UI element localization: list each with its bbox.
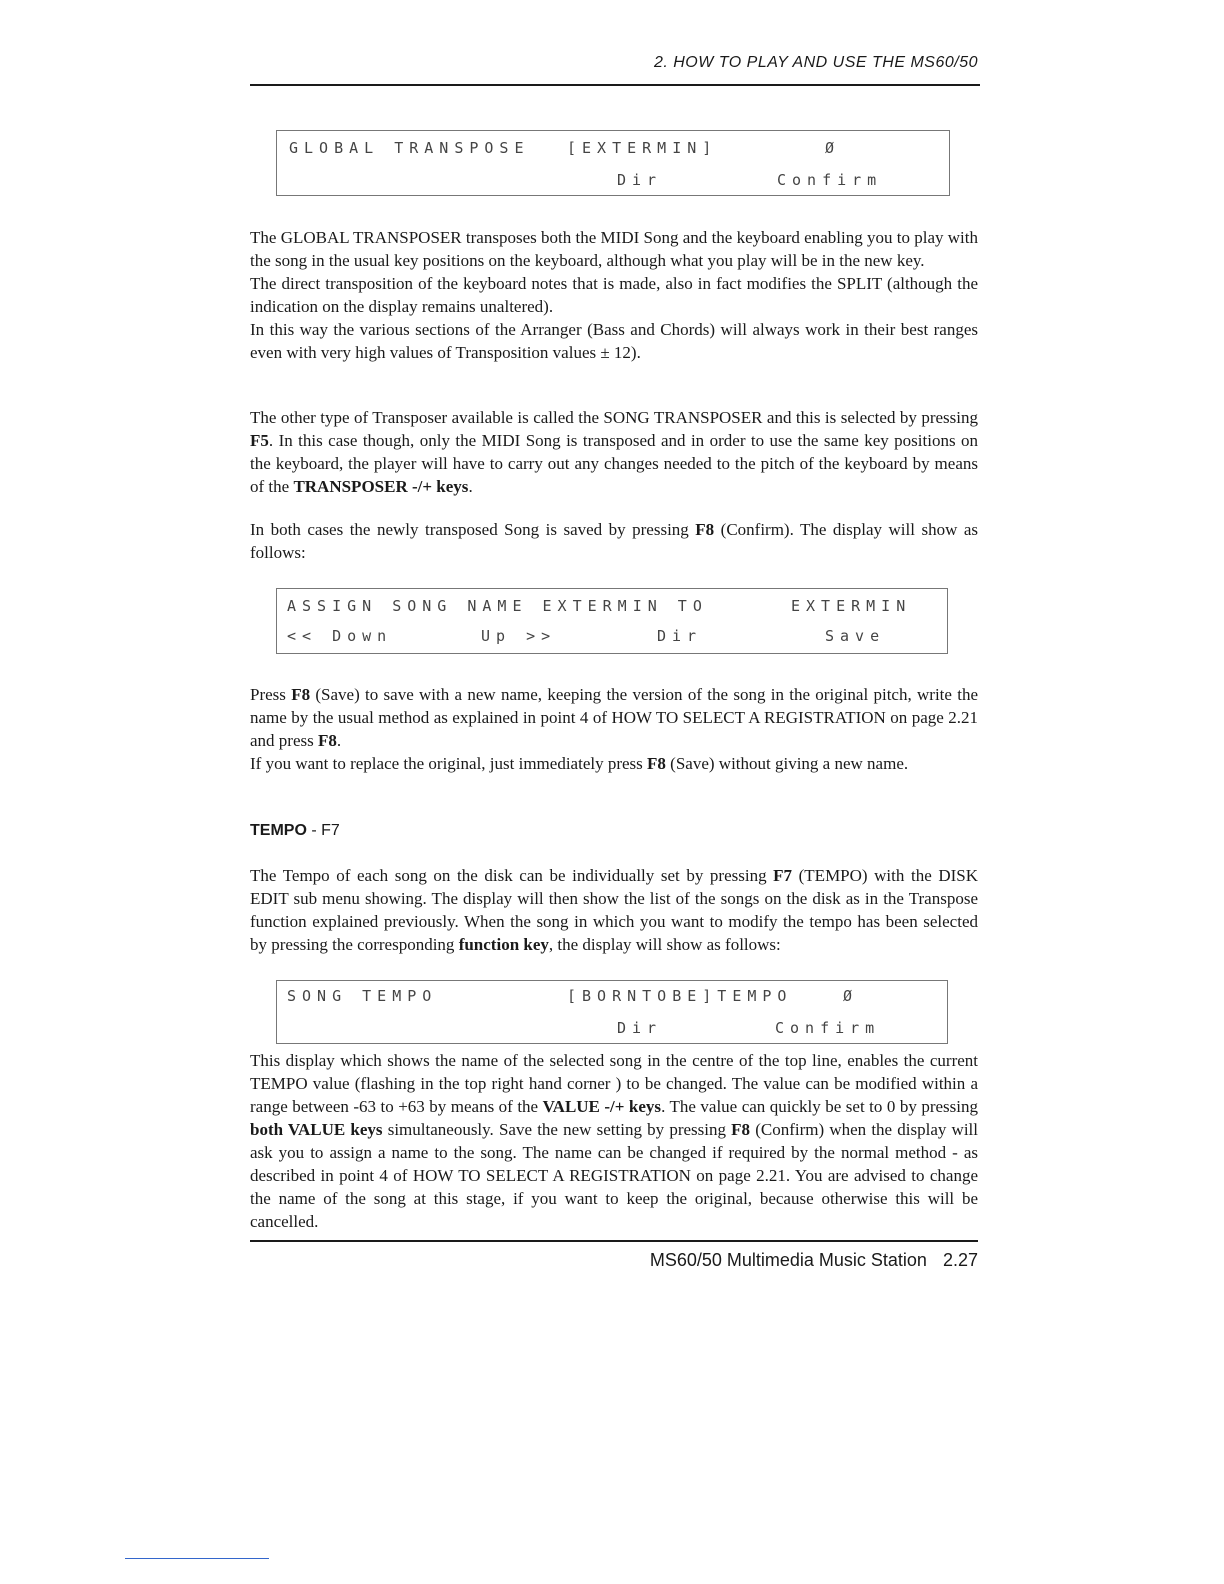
header-rule (250, 84, 980, 86)
key-both-value: both VALUE keys (250, 1120, 383, 1139)
key-value: VALUE -/+ keys (542, 1097, 662, 1116)
key-f8: F8 (317, 731, 337, 750)
key-function: function key (458, 935, 549, 954)
section-heading-tempo: TEMPO - F7 (250, 822, 340, 839)
paragraph-song-transposer: The other type of Transposer available is called the SONG TRANSPOSER and this is selected by pressing F5. In this case though, only the MIDI Song is transposed and in order to use the same key positions on the keyboard, the player will have to carry out any changes needed to the pitch of the keyboard by means of the TRANSPOSER -/+ keys. (250, 408, 978, 496)
footer-title: MS60/50 Multimedia Music Station (649, 1250, 927, 1270)
lcd-line1-title: SONG TEMPO (287, 987, 438, 1005)
lcd-line1-song: [EXTERMIN] (567, 139, 718, 157)
key-f5: F5 (250, 431, 269, 450)
paragraph-save-new-name: Press F8 (Save) to save with a new name, keeping the version of the song in the original pitch, write the name by the usual method as explained in point 4 of HOW TO SELECT A REGISTRATION on page 2.21 and press F8. If you want to replace the original, just immediately press F8 (Save) without giving a new name. (250, 685, 978, 773)
lcd-softkey-confirm: Confirm (777, 171, 883, 189)
lcd-display-global-transpose (276, 130, 950, 196)
lcd-softkey-up: Up >> (481, 627, 557, 645)
lcd-line1-title: ASSIGN SONG NAME EXTERMIN TO (287, 597, 708, 615)
lcd-line1-value: Ø (843, 987, 859, 1005)
page-number: 2.27 (942, 1250, 978, 1270)
lcd-display-song-tempo (276, 980, 948, 1044)
lcd-softkey-dir: Dir (617, 1019, 663, 1037)
paragraph-text: The direct transposition of the keyboard notes that is made, also in fact modifies the SPLIT (although the indication on the display remains unaltered). (250, 274, 978, 316)
key-transposer: TRANSPOSER -/+ keys (293, 477, 469, 496)
paragraph-tempo-intro: The Tempo of each song on the disk can be individually set by pressing F7 (TEMPO) with the DISK EDIT sub menu showing. The display will then show the list of the songs on the disk as in the Transpose function explained previously. When the song in which you want to modify the tempo has been selected by pressing the corresponding function key, the display will show as follows: (250, 866, 978, 954)
key-f8: F8 (291, 685, 311, 704)
running-header: 2. HOW TO PLAY AND USE THE MS60/50 (653, 54, 978, 71)
footer-rule (250, 1240, 978, 1242)
paragraph-global-transposer (250, 226, 978, 364)
lcd-softkey-down: << Down (287, 627, 393, 645)
paragraph-tempo-details: This display which shows the name of the selected song in the centre of the top line, enables the current TEMPO value (flashing in the top right hand corner ) to be changed. The value can be modified within a range between -63 to +63 by means of the VALUE -/+ keys. The value can quickly be set to 0 by pressing both VALUE keys simultaneously. Save the new setting by pressing F8 (Confirm) when the display will ask you to assign a name to the song. The name can be changed if required by the normal method - as described in point 4 of HOW TO SELECT A REGISTRATION on page 2.21. You are advised to change the name of the song at this stage, if you want to keep the original, because otherwise this will be cancelled. (250, 1051, 978, 1231)
lcd-line1-title: GLOBAL TRANSPOSE (289, 139, 530, 157)
key-f8: F8 (695, 520, 715, 539)
lcd-softkey-dir: Dir (657, 627, 703, 645)
lcd-line1-value: Ø (825, 139, 841, 157)
footnote-separator (125, 1558, 269, 1559)
lcd-softkey-confirm: Confirm (775, 1019, 881, 1037)
key-f8: F8 (731, 1120, 751, 1139)
lcd-display-assign-song-name (276, 588, 948, 654)
paragraph-text: In this way the various sections of the Arranger (Bass and Chords) will always work in their best ranges even with very high values of Transposition values ± 12). (250, 320, 978, 362)
paragraph-text: The GLOBAL TRANSPOSER transposes both the MIDI Song and the keyboard enabling you to play with the song in the usual key positions on the keyboard, although what you play will be in the new key. (250, 228, 979, 270)
lcd-softkey-save: Save (825, 627, 886, 645)
key-f7: F7 (773, 866, 793, 885)
paragraph-save-confirm: In both cases the newly transposed Song is saved by pressing F8 (Confirm). The display will show as follows: (250, 520, 978, 562)
lcd-softkey-dir: Dir (617, 171, 663, 189)
lcd-line1-name: EXTERMIN (791, 597, 912, 615)
running-footer (600, 1250, 978, 1271)
lcd-line1-song-tempo: [BORNTOBE]TEMPO (567, 987, 793, 1005)
key-f8: F8 (647, 754, 666, 773)
